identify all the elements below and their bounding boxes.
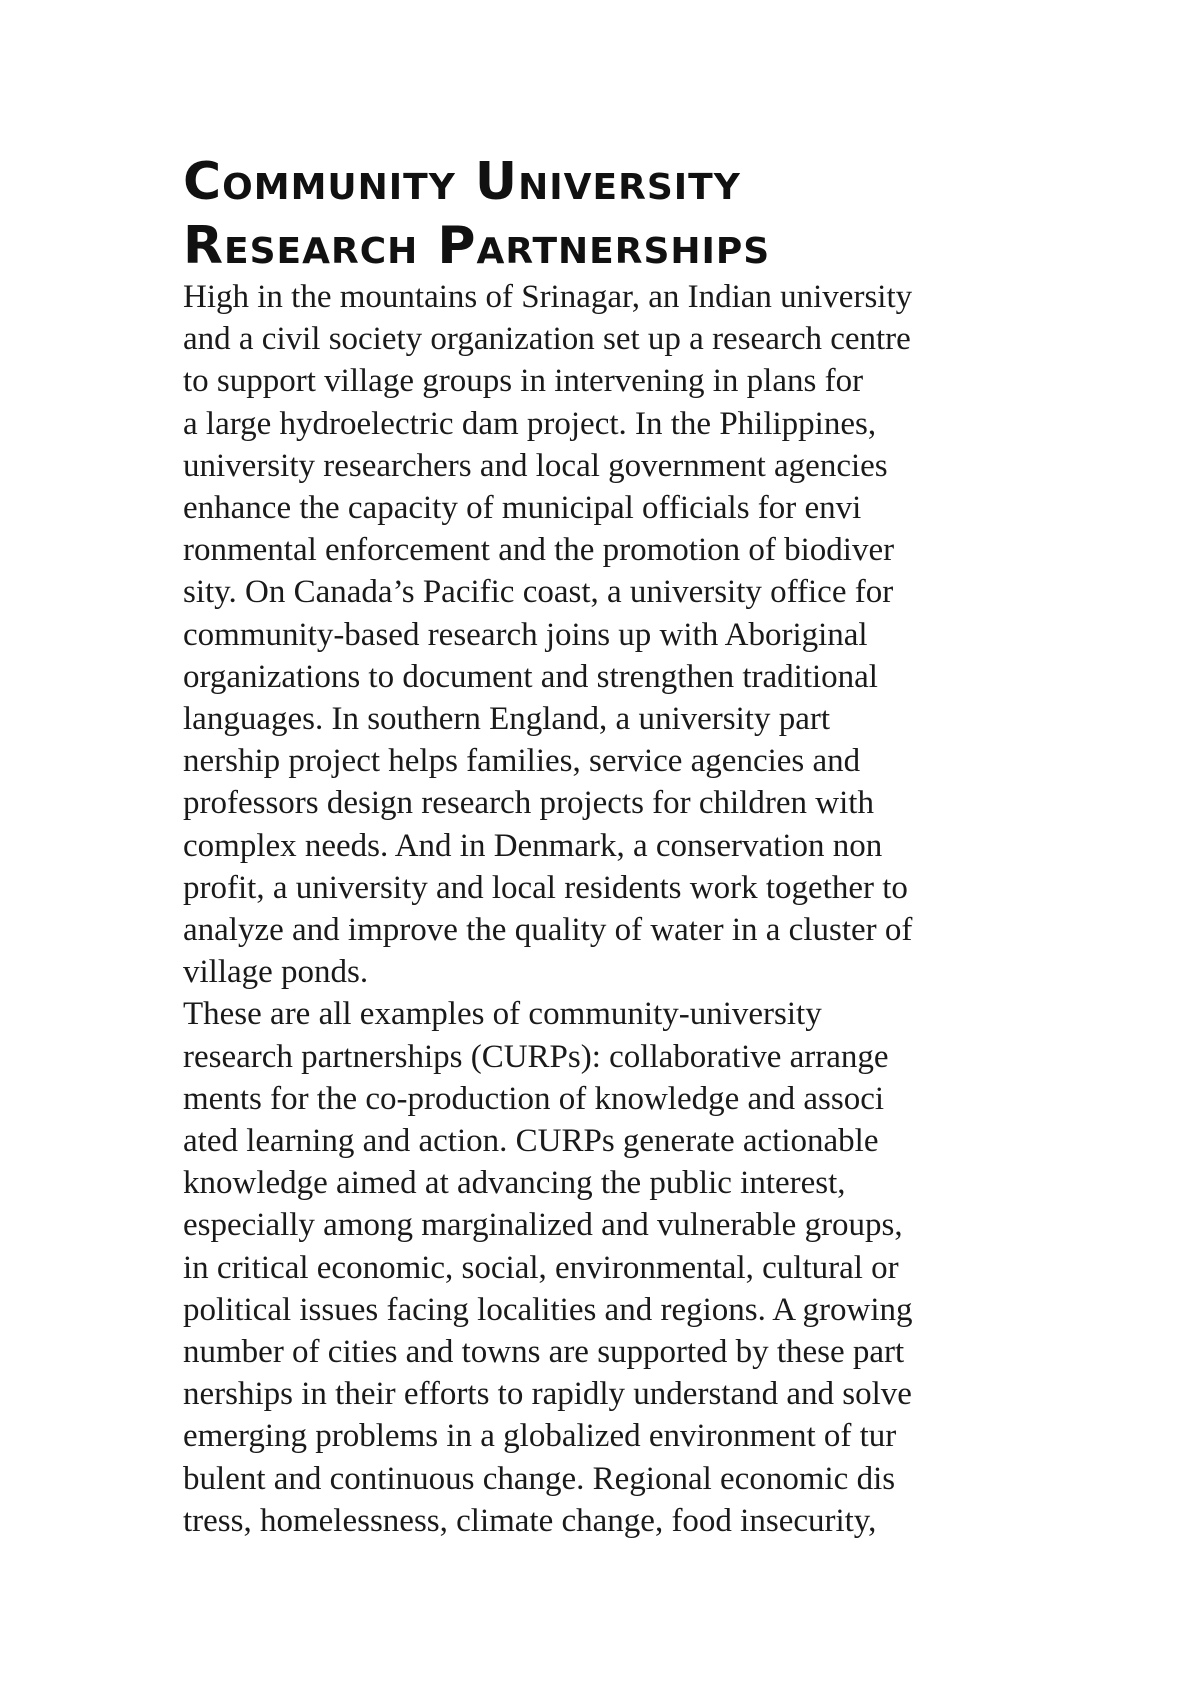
- text-line: to support village groups in intervening in plans for: [183, 363, 864, 400]
- text-line: nerships in their efforts to rapidly understand and solve: [183, 1376, 912, 1413]
- text-line: languages. In southern England, a university part: [183, 701, 830, 738]
- title-line-1: Community University: [183, 152, 741, 212]
- text-line: community-based research joins up with Aboriginal: [183, 616, 868, 653]
- text-line: village ponds.: [183, 954, 369, 991]
- text-line: number of cities and towns are supported by these part: [183, 1334, 905, 1371]
- text-line: in critical economic, social, environmental, cultural or: [183, 1249, 899, 1286]
- text-line: a large hydroelectric dam project. In the Philippines,: [183, 405, 877, 442]
- text-line: analyze and improve the quality of water in a cluster of: [183, 912, 913, 949]
- text-line: ronmental enforcement and the promotion of biodiver: [183, 532, 895, 569]
- text-line: political issues facing localities and regions. A growing: [183, 1291, 913, 1328]
- text-line: tress, homelessness, climate change, food insecurity,: [183, 1502, 877, 1539]
- text-line: ated learning and action. CURPs generate actionable: [183, 1123, 879, 1160]
- text-line: ments for the co-production of knowledge and associ: [183, 1080, 885, 1117]
- text-line: complex needs. And in Denmark, a conservation non: [183, 827, 883, 864]
- text-line: professors design research projects for children with: [183, 785, 874, 822]
- page-title: [183, 150, 770, 278]
- text-line: nership project helps families, service agencies and: [183, 743, 861, 780]
- text-line: and a civil society organization set up a research centre: [183, 321, 911, 358]
- paragraph: [183, 993, 1003, 1542]
- body-text: [183, 276, 1003, 1542]
- text-line: High in the mountains of Srinagar, an Indian university: [183, 279, 913, 315]
- text-line: bulent and continuous change. Regional economic dis: [183, 1460, 896, 1497]
- text-line: enhance the capacity of municipal officials for envi: [183, 490, 862, 527]
- paragraph: [183, 276, 1003, 993]
- text-line: university researchers and local government agencies: [183, 447, 888, 484]
- text-line: profit, a university and local residents work together to: [183, 869, 908, 906]
- text-line: emerging problems in a globalized environment of tur: [183, 1418, 897, 1455]
- text-line: especially among marginalized and vulnerable groups,: [183, 1207, 903, 1244]
- text-line: sity. On Canada’s Pacific coast, a university office for: [183, 574, 894, 611]
- text-line: organizations to document and strengthen traditional: [183, 658, 878, 695]
- text-line: These are all examples of community-university: [183, 996, 822, 1033]
- text-line: research partnerships (CURPs): collaborative arrange: [183, 1038, 889, 1075]
- text-line: knowledge aimed at advancing the public interest,: [183, 1165, 846, 1202]
- title-line-2: Research Partnerships: [183, 216, 771, 276]
